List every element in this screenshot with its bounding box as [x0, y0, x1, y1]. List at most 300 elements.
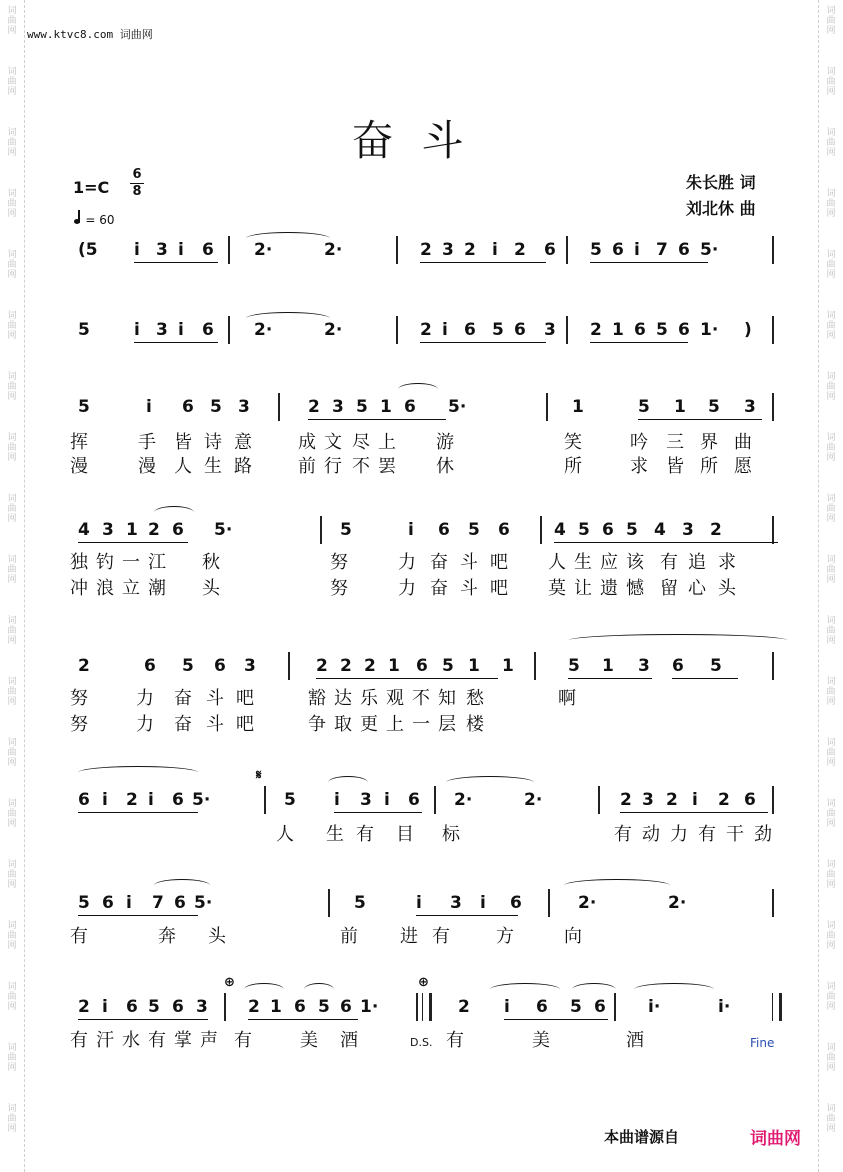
note: 5 — [570, 997, 582, 1017]
site-url[interactable]: www.ktvc8.com 词曲网 — [27, 28, 153, 41]
lyric-char: 有 — [70, 926, 88, 947]
lyric-char: 有 — [356, 824, 374, 845]
note: 3 — [744, 397, 756, 417]
watermark-text: 词 曲 网 — [7, 250, 17, 280]
watermark-text: 词 曲 网 — [7, 982, 17, 1012]
underline — [334, 812, 422, 813]
watermark-text: 词 曲 网 — [826, 67, 836, 97]
lyric-char: 成 — [298, 432, 316, 453]
underline — [638, 419, 762, 420]
note: 5 — [656, 320, 668, 340]
note: 1 — [612, 320, 624, 340]
watermark-text: 词 曲 网 — [826, 982, 836, 1012]
note: 2 — [710, 520, 722, 540]
note: 5 — [356, 397, 368, 417]
bar-line — [772, 236, 774, 264]
lyric-char: 汗 — [96, 1030, 114, 1051]
tempo-marking — [74, 211, 114, 227]
segno-icon: 𝄋 — [256, 768, 262, 783]
lyric-char: 有 — [614, 824, 632, 845]
lyric-char: 啊 — [558, 688, 576, 709]
note: 3 — [360, 790, 372, 810]
bar-line — [540, 516, 542, 544]
watermark-text: 词 曲 网 — [7, 1104, 17, 1134]
note: 4 — [654, 520, 666, 540]
lyric-char: 奔 — [158, 926, 176, 947]
note: 3 — [196, 997, 208, 1017]
note: 6 — [672, 656, 684, 676]
note: 6 — [464, 320, 476, 340]
note: 1 — [380, 397, 392, 417]
watermark-text: 词 曲 网 — [7, 433, 17, 463]
note: 6 — [172, 997, 184, 1017]
note: 2 — [248, 997, 260, 1017]
watermark-text: 词 曲 网 — [7, 555, 17, 585]
note: 2· — [324, 240, 343, 260]
lyric-char: 有 — [148, 1030, 166, 1051]
lyric-char: 奋 — [174, 714, 192, 735]
note: i — [416, 893, 422, 913]
lyric-char: 奋 — [174, 688, 192, 709]
note: 3 — [244, 656, 256, 676]
note: 6 — [536, 997, 548, 1017]
lyric-char: 标 — [442, 824, 460, 845]
lyric-char: 应 — [600, 552, 618, 573]
bar-line — [772, 652, 774, 680]
note: 6 — [214, 656, 226, 676]
watermark-text: 词 曲 网 — [826, 372, 836, 402]
watermark-text: 词 曲 网 — [826, 677, 836, 707]
lyric-char: 上 — [386, 714, 404, 735]
lyric-char: 行 — [324, 456, 342, 477]
lyric-char: 奋 — [430, 552, 448, 573]
lyric-char: 斗 — [460, 578, 478, 599]
lyric-line — [70, 710, 790, 734]
lyric-char: 憾 — [626, 578, 644, 599]
bar-line — [772, 786, 774, 814]
note: 3 — [642, 790, 654, 810]
note: 2 — [620, 790, 632, 810]
underline — [672, 678, 738, 679]
lyric-char: 愁 — [466, 688, 484, 709]
tie-arc — [154, 879, 210, 892]
bar-line — [434, 786, 436, 814]
lyric-char: 力 — [398, 552, 416, 573]
lyric-char: 更 — [360, 714, 378, 735]
lyric-char: 劲 — [754, 824, 772, 845]
note: 2 — [666, 790, 678, 810]
bar-line — [772, 889, 774, 917]
lyric-char: 手 — [138, 432, 156, 453]
note: i — [634, 240, 640, 260]
lyric-char: 有 — [70, 1030, 88, 1051]
lyric-char: 一 — [412, 714, 430, 735]
underline — [420, 342, 546, 343]
note: i — [102, 997, 108, 1017]
note: i· — [648, 997, 661, 1017]
note: 2 — [78, 656, 90, 676]
tie-arc — [328, 776, 368, 789]
note: 2 — [316, 656, 328, 676]
note: 5 — [354, 893, 366, 913]
underline — [308, 419, 446, 420]
tie-arc — [154, 506, 194, 519]
lyric-char: 意 — [234, 432, 252, 453]
note: 6 — [544, 240, 556, 260]
note: 7 — [656, 240, 668, 260]
lyric-char: 浪 — [96, 578, 114, 599]
underline — [620, 812, 768, 813]
lyric-char: 掌 — [174, 1030, 192, 1051]
underline — [78, 542, 188, 543]
watermark-text: 词 曲 网 — [7, 921, 17, 951]
note: i — [134, 240, 140, 260]
score-line — [70, 320, 790, 360]
note: 5· — [192, 790, 211, 810]
watermark-text: 词 曲 网 — [7, 616, 17, 646]
note: i — [480, 893, 486, 913]
lyric-char: 生 — [326, 824, 344, 845]
note: 3 — [156, 240, 168, 260]
watermark-text: 词 曲 网 — [7, 311, 17, 341]
lyric-char: 力 — [136, 714, 154, 735]
note: 2· — [524, 790, 543, 810]
lyric-char: 漫 — [138, 456, 156, 477]
underline — [316, 678, 498, 679]
tie-arc — [78, 766, 198, 779]
watermark-text: 词 曲 网 — [7, 189, 17, 219]
note: 6 — [126, 997, 138, 1017]
lyric-char: 有 — [432, 926, 450, 947]
note: 2 — [340, 656, 352, 676]
underline — [420, 262, 546, 263]
watermark-text: 词 曲 网 — [826, 128, 836, 158]
note: 6 — [174, 893, 186, 913]
lyric-char: 求 — [630, 456, 648, 477]
bar-line — [264, 786, 266, 814]
note: 1· — [360, 997, 379, 1017]
bar-line — [614, 993, 616, 1021]
bar-line — [566, 236, 568, 264]
note: 1 — [388, 656, 400, 676]
lyric-char: 挥 — [70, 432, 88, 453]
note: 2· — [668, 893, 687, 913]
note: i — [178, 320, 184, 340]
tie-arc — [446, 776, 534, 789]
lyric-char: 不 — [352, 456, 370, 477]
note: 1 — [674, 397, 686, 417]
time-bottom: 8 — [132, 184, 142, 199]
lyric-char: 吧 — [236, 714, 254, 735]
credits — [686, 170, 756, 222]
underline — [416, 915, 518, 916]
watermark-text: 词 曲 网 — [7, 677, 17, 707]
bar-line — [288, 652, 290, 680]
lyric-char: 美 — [532, 1030, 550, 1051]
time-signature — [130, 168, 144, 199]
tie-arc — [490, 983, 560, 996]
note: 6 — [744, 790, 756, 810]
lyric-char: 达 — [334, 688, 352, 709]
lyric-char: 秋 — [202, 552, 220, 573]
note: 5 — [78, 397, 90, 417]
note: 6 — [678, 240, 690, 260]
note: ) — [744, 320, 752, 340]
note: 3 — [332, 397, 344, 417]
lyric-char: 文 — [324, 432, 342, 453]
underline — [554, 542, 778, 543]
note: 2 — [464, 240, 476, 260]
tie-arc — [398, 383, 438, 396]
lyric-char: 生 — [204, 456, 222, 477]
lyric-line — [70, 820, 790, 844]
lyric-char: 一 — [122, 552, 140, 573]
note: 6 — [202, 320, 214, 340]
tie-arc — [246, 312, 330, 325]
note: 6 — [408, 790, 420, 810]
note: 5 — [568, 656, 580, 676]
lyric-char: 斗 — [460, 552, 478, 573]
bar-line — [598, 786, 600, 814]
fine-marking: Fine — [750, 1036, 775, 1050]
note: 6 — [514, 320, 526, 340]
lyric-char: 吧 — [490, 552, 508, 573]
lyric-char: 界 — [700, 432, 718, 453]
bar-line — [224, 993, 226, 1021]
note: 1 — [270, 997, 282, 1017]
note: 2 — [514, 240, 526, 260]
note: 5· — [700, 240, 719, 260]
note: 1 — [572, 397, 584, 417]
lyric-char: 努 — [330, 578, 348, 599]
note: 2 — [718, 790, 730, 810]
note: 5 — [590, 240, 602, 260]
composer: 刘北休 曲 — [686, 199, 756, 218]
lyric-line — [70, 684, 790, 708]
note: 6 — [404, 397, 416, 417]
coda-icon: ⊕ — [418, 975, 429, 990]
note: 2· — [254, 240, 273, 260]
lyric-char: 所 — [700, 456, 718, 477]
note: 5 — [78, 320, 90, 340]
lyric-char: 让 — [574, 578, 592, 599]
note: 6 — [182, 397, 194, 417]
bar-line — [416, 993, 418, 1021]
note: i — [334, 790, 340, 810]
source-label: 本曲谱源自 — [604, 1128, 680, 1146]
note: 6 — [612, 240, 624, 260]
note: 5 — [708, 397, 720, 417]
lyric-char: 钓 — [96, 552, 114, 573]
note: 2 — [458, 997, 470, 1017]
note: 6 — [594, 997, 606, 1017]
watermark-text: 词 曲 网 — [7, 738, 17, 768]
note: 3 — [238, 397, 250, 417]
note: 5 — [284, 790, 296, 810]
underline — [590, 342, 688, 343]
song-title: 奋斗 — [351, 116, 492, 165]
lyric-char: 罢 — [378, 456, 396, 477]
bar-line — [772, 993, 782, 1021]
note: 2· — [324, 320, 343, 340]
lyric-char: 知 — [438, 688, 456, 709]
lyric-char: 三 — [666, 432, 684, 453]
note: 1 — [468, 656, 480, 676]
note: 6 — [202, 240, 214, 260]
note: 5 — [78, 893, 90, 913]
watermark-text: 词 曲 网 — [826, 433, 836, 463]
lyric-char: 头 — [208, 926, 226, 947]
lyric-char: 所 — [564, 456, 582, 477]
lyric-char: 斗 — [206, 688, 224, 709]
lyric-char: 有 — [446, 1030, 464, 1051]
lyric-char: 目 — [396, 824, 414, 845]
note: 2· — [254, 320, 273, 340]
underline — [134, 262, 218, 263]
lyric-char: 力 — [136, 688, 154, 709]
note: 6 — [144, 656, 156, 676]
lyric-char: 声 — [200, 1030, 218, 1051]
lyric-char: 遗 — [600, 578, 618, 599]
note: 1 — [602, 656, 614, 676]
tempo-value: = 60 — [85, 213, 115, 227]
lyric-line — [70, 452, 790, 476]
note: 6 — [102, 893, 114, 913]
lyric-char: 皆 — [174, 432, 192, 453]
lyric-char: 潮 — [148, 578, 166, 599]
note: 6 — [172, 520, 184, 540]
lyric-char: 追 — [688, 552, 706, 573]
lyric-char: 水 — [122, 1030, 140, 1051]
note: 6 — [438, 520, 450, 540]
lyric-char: 争 — [308, 714, 326, 735]
bar-line — [546, 393, 548, 421]
bar-line — [772, 516, 774, 544]
tie-arc — [246, 232, 330, 245]
lyric-char: 酒 — [340, 1030, 358, 1051]
lyric-char: 努 — [70, 714, 88, 735]
bar-line — [396, 316, 398, 344]
note: 7 — [152, 893, 164, 913]
note: 5 — [442, 656, 454, 676]
watermark-text: 词 曲 网 — [7, 1043, 17, 1073]
lyric-char: 人 — [276, 824, 294, 845]
lyric-char: 上 — [378, 432, 396, 453]
underline — [78, 1019, 208, 1020]
lyric-char: 诗 — [204, 432, 222, 453]
tie-arc — [572, 983, 616, 996]
underline — [134, 342, 218, 343]
lyric-line — [70, 922, 790, 946]
note: 2 — [148, 520, 160, 540]
note: 3 — [102, 520, 114, 540]
lyric-char: 力 — [670, 824, 688, 845]
note: 5 — [148, 997, 160, 1017]
note: i — [146, 397, 152, 417]
note: i — [148, 790, 154, 810]
note: 6 — [294, 997, 306, 1017]
note: 6 — [78, 790, 90, 810]
watermark-text: 词 曲 网 — [7, 799, 17, 829]
lyric-char: 生 — [574, 552, 592, 573]
underline — [504, 1019, 608, 1020]
lyric-char: 有 — [660, 552, 678, 573]
note: 6 — [172, 790, 184, 810]
note: 2· — [578, 893, 597, 913]
lyric-char: 豁 — [308, 688, 326, 709]
note: 5 — [340, 520, 352, 540]
note: 6 — [634, 320, 646, 340]
note: i — [384, 790, 390, 810]
note: 5 — [468, 520, 480, 540]
note: 6 — [678, 320, 690, 340]
lyric-char: 冲 — [70, 578, 88, 599]
note: 3 — [638, 656, 650, 676]
watermark-text: 词 曲 网 — [7, 860, 17, 890]
lyric-char: 干 — [726, 824, 744, 845]
note: (5 — [78, 240, 98, 260]
note: 2 — [308, 397, 320, 417]
note: 3 — [544, 320, 556, 340]
watermark-text: 词 曲 网 — [826, 616, 836, 646]
lyric-char: 尽 — [352, 432, 370, 453]
watermark-text: 词 曲 网 — [826, 860, 836, 890]
lyric-line — [70, 574, 790, 598]
time-top: 6 — [132, 167, 142, 182]
tie-arc — [304, 983, 334, 996]
note: 1· — [700, 320, 719, 340]
note: 3 — [156, 320, 168, 340]
lyric-char: 前 — [340, 926, 358, 947]
note: 6 — [340, 997, 352, 1017]
lyric-char: 取 — [334, 714, 352, 735]
lyric-char: 酒 — [626, 1030, 644, 1051]
watermark-text: 词 曲 网 — [7, 67, 17, 97]
lyric-line — [70, 1026, 790, 1050]
tie-arc — [564, 879, 670, 892]
watermark-text: 词 曲 网 — [7, 494, 17, 524]
tie-arc — [568, 634, 788, 647]
bar-line — [566, 316, 568, 344]
coda-icon: ⊕ — [224, 975, 235, 990]
note: 5· — [194, 893, 213, 913]
note: 2 — [420, 320, 432, 340]
note: 5 — [318, 997, 330, 1017]
lyric-char: 努 — [330, 552, 348, 573]
note: i — [408, 520, 414, 540]
note: 2 — [420, 240, 432, 260]
lyric-char: 莫 — [548, 578, 566, 599]
lyric-char: 向 — [564, 926, 582, 947]
bar-line — [772, 393, 774, 421]
lyric-char: 吧 — [490, 578, 508, 599]
note: 4 — [78, 520, 90, 540]
bar-line — [772, 316, 774, 344]
lyric-char: 方 — [496, 926, 514, 947]
brand-logo[interactable]: 词曲网 — [750, 1129, 801, 1149]
lyric-char: 人 — [174, 456, 192, 477]
lyric-char: 动 — [642, 824, 660, 845]
watermark-text: 词 曲 网 — [826, 494, 836, 524]
lyricist: 朱长胜 词 — [686, 173, 756, 192]
lyric-char: 心 — [688, 578, 706, 599]
watermark-text: 词 曲 网 — [826, 1043, 836, 1073]
note: 5 — [578, 520, 590, 540]
note: 6 — [602, 520, 614, 540]
lyric-char: 楼 — [466, 714, 484, 735]
watermark-text: 词 曲 网 — [826, 1104, 836, 1134]
lyric-char: 头 — [202, 578, 220, 599]
